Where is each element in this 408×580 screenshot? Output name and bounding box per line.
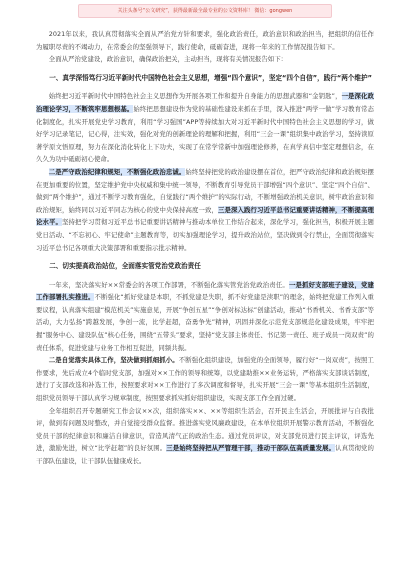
section-2-p1-highlight: 一是抓好支部班子建设，党建工作部署扎实推进。 bbox=[36, 280, 374, 302]
section-1-p1-lead: 始终把习近平新时代中国特色社会主义思想作为开展各项工作和提升自身能力的思想武器和“金钥匙”， bbox=[48, 92, 342, 101]
section-1-paragraph-1 bbox=[36, 90, 374, 166]
section-2-p3-highlight: 三是始终坚持把从严管理干部，推动干部队伍高质量发展。 bbox=[166, 444, 336, 453]
promo-banner-text: 关注头条号“公文研究”，获得最新最全最专业的公文资料库！ 微信：gongwen bbox=[117, 8, 293, 14]
section-1-p2-highlight-2: 三是深入践行习近平总书记重要讲话精神，不断提高理论水平。 bbox=[36, 205, 374, 227]
section-2-p3-body: 全年组织召开专题研究工作会议××次，组织落实××、××等组织生活会，召开民主生活会，开展批评与自我批评，做到有问题及时整改，并自觉接受群众监督。推进落实党风廉政建设，在本单位组织开展警示教育活动，不断强化党员干部的纪律意识和廉洁自律意识，营造风清气正的政治生态。通过党员评议，对支部党员进行民主评议，评选先进，激励先进，树立“比学赶超”的良好氛围。 bbox=[36, 406, 374, 453]
section-1-paragraph-2 bbox=[36, 166, 374, 254]
section-2-paragraph-1 bbox=[36, 279, 374, 355]
section-2-p1-body: 不断强化“抓好党建是本职，不抓党建是失职，抓不好党建是渎职”的理念，始终把党建工作列入重要议程，认真落实组建“模范机关”实施意见，开展“争创五星”“争创对标达标”创建活动，推动“书香机关、书香支部”等活动，大力弘扬“跨越发展，争创一流，比学赶超，奋勇争先”精神，巩固并深化示范党支部规范化建设成果，牢牢把握“服务中心、建设队伍”核心任务，围绕“五带头”要求，坚持“党支部主体责任、书记第一责任、班子成员一岗双责”的责任体系，促进党建与业务工作相互促进，同频共振。 bbox=[36, 293, 374, 352]
section-2-p2-body: 不断强化组织建设，加强党的全面领导，履行好“一岗双责”，按照工作要求，先后成立4个临时党支部，加强对××工作的领导和统筹，以党建助推××业务运转，严格落实支部谈话制度，进行了支部改选和补选工作，按照要求对××工作进行了多次调度和督导，扎实开展“三会一课”等基本组织生活制度，组织党员领导干部认真学习规章制度，按照要求抓实抓好组织建设，实现支部工作全面过硬。 bbox=[36, 356, 374, 403]
section-1-p1-body: 始终把思想建设作为党的基础性建设来抓在手里，深入推进“两学一做”学习教育常态化制度化，扎实开展党史学习教育，利用“学习强国”APP等持续加大对习近平新时代中国特色社会主义思想的学习，做好学习记录笔记，记心得，注实效，强化对党的创新理论的理解和把握，利用“三会一课”组织集中政治学习，坚持读原著学原文悟原理，努力在深化消化转化上下功夫，实现了在常学常新中加强理论修养，在真学真信中坚定理想信念，在久久为功中砥砺初心使命。 bbox=[36, 104, 374, 164]
section-2-heading: 二、切实提高政治站位，全面落实管党治党政治责任 bbox=[49, 262, 201, 271]
document-page bbox=[36, 28, 374, 468]
promo-banner[interactable] bbox=[78, 4, 332, 18]
section-1-p1-highlight: 一是深化政治理论学习，不断筑牢思想根基。 bbox=[36, 92, 374, 113]
intro-paragraph-1: 2021年以来，我认真贯彻落实全面从严治党方针和要求，强化政治责任，政治意识和政治担当，把组织的信任作为履职尽责的不竭动力，在常委会的坚强领导下，践行使命，砥砺奋进，现将一年来的工作情况报告如下。 bbox=[36, 30, 374, 51]
section-1-heading: 一、真学深悟笃行习近平新时代中国特色社会主义思想，增强“四个意识”，坚定“四个自信”，践行“两个维护” bbox=[49, 73, 372, 82]
intro-paragraph-2: 全面从严治党建设，政治意识，确保政治把关，主动担当，现将有关情况报告如下： bbox=[48, 55, 288, 64]
section-1-p2-body: 始终坚持把党的政治建设摆在首位，把严守政治纪律和政治规矩摆在更加重要的位置，坚定维护党中央权威和集中统一领导，不断教育引导党员干部增强“四个意识”、坚定“四个自信”、做到“两个维护”，通过不断学习教育强化，自觉践行“两个维护”的实际行动，不断增强政治机关意识，树牢政治意识和政治规矩，始终同以习近平同志为核心的党中央保持高度一致， bbox=[36, 167, 374, 214]
section-2-paragraph-3 bbox=[36, 405, 374, 468]
section-2-p3-tail: 认真贯彻党的干部队伍建设，让干部队伍健康成长。 bbox=[36, 444, 374, 465]
section-1-p2-tail: 坚持把学习贯彻习近平总书记重要讲话精神与推动本单位工作结合起来，深化学习，强化担当，积极开展主题党日活动、“不忘初心、牢记使命”主题教育等，切实加强理论学习，提升政治站位，坚决做到令行禁止，全面贯彻落实习近平总书记各项重大决策部署和重要指示批示精神。 bbox=[36, 218, 374, 252]
section-1-p2-highlight: 二是严守政治纪律和规矩，不断强化政治忠诚。 bbox=[48, 167, 186, 176]
section-2-p1-lead: 一年来，坚决落实好××常委会的各项工作部署，不断强化落实管党治党政治责任。 bbox=[48, 280, 289, 289]
section-2-p2-highlight: 二是自觉落实具体工作，坚决做到抓细抓小。 bbox=[48, 356, 179, 365]
section-2-paragraph-2 bbox=[36, 354, 374, 404]
